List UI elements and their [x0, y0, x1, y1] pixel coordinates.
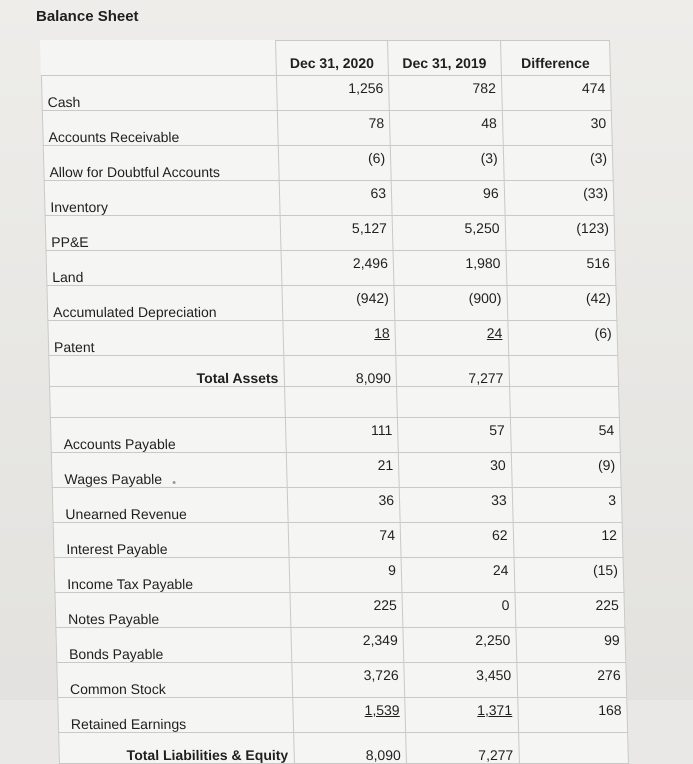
row-label: Allow for Doubtful Accounts	[43, 146, 278, 181]
value-2020: 21	[286, 453, 399, 488]
row-label: Retained Earnings	[58, 698, 293, 733]
row-label-text: Wages Payable	[64, 471, 163, 487]
value-difference: 168	[517, 698, 627, 733]
value-2020-cell	[282, 321, 395, 356]
table-row	[56, 628, 626, 663]
table-row	[46, 251, 616, 286]
value-2019: (3)	[390, 146, 503, 181]
value-difference: (6)	[507, 321, 617, 356]
spacer-cell	[509, 387, 619, 418]
pen-mark	[172, 481, 175, 484]
header-dec-2019: Dec 31, 2019	[388, 41, 501, 76]
value-difference: (3)	[503, 146, 613, 181]
value-2020: 2,349	[290, 628, 403, 663]
value-2020: (6)	[278, 146, 391, 181]
value-2019: 0	[402, 593, 515, 628]
value-difference: 225	[515, 593, 625, 628]
row-label: Bonds Payable	[56, 628, 291, 663]
value-difference: 54	[510, 418, 620, 453]
value-2019: 96	[391, 181, 504, 216]
value-2019-cell	[405, 698, 518, 733]
row-label: Notes Payable	[55, 593, 290, 628]
total-assets-row	[49, 356, 619, 387]
table-row	[54, 558, 624, 593]
value-2020: 18	[373, 325, 390, 341]
table-row	[53, 523, 623, 558]
page-title: Balance Sheet	[36, 8, 139, 25]
value-2020-cell	[292, 698, 405, 733]
table-row	[41, 76, 611, 111]
value-2019: 1,371	[476, 702, 513, 718]
table-row	[45, 216, 615, 251]
value-difference: 516	[506, 251, 616, 286]
value-2019: 33	[399, 488, 512, 523]
value-2020: 1,539	[364, 702, 400, 718]
value-2020: 63	[279, 181, 392, 216]
total-assets-2019: 7,277	[396, 356, 509, 387]
value-2019: 1,980	[393, 251, 506, 286]
value-2019: 2,250	[403, 628, 516, 663]
row-label: Income Tax Payable	[54, 558, 289, 593]
value-2020: 225	[289, 593, 402, 628]
value-difference: (123)	[505, 216, 615, 251]
row-label: Land	[46, 251, 281, 286]
value-2020: 3,726	[291, 663, 404, 698]
row-label: Cash	[41, 76, 276, 111]
table-row	[55, 593, 625, 628]
value-difference: 99	[515, 628, 625, 663]
total-assets-label: Total Assets	[49, 356, 284, 387]
value-2020: 78	[277, 111, 390, 146]
value-2019: 30	[398, 453, 511, 488]
value-difference: (33)	[504, 181, 614, 216]
total-liabilities-2019: 7,277	[406, 733, 519, 764]
row-label	[51, 453, 286, 488]
total-liabilities-2020: 8,090	[293, 733, 406, 764]
value-difference: 30	[502, 111, 612, 146]
value-2019: 24	[401, 558, 514, 593]
spacer-cell	[397, 387, 510, 418]
value-2019: 62	[400, 523, 513, 558]
value-2019: 5,250	[392, 216, 505, 251]
value-difference: (9)	[511, 453, 621, 488]
header-difference: Difference	[500, 41, 610, 76]
row-label: PP&E	[45, 216, 280, 251]
value-2020: 36	[287, 488, 400, 523]
row-label: Interest Payable	[53, 523, 288, 558]
header-row	[41, 41, 611, 76]
total-liabilities-label: Total Liabilities & Equity	[59, 733, 294, 764]
spacer-cell	[50, 387, 285, 418]
value-2019: 782	[388, 76, 501, 111]
row-label: Inventory	[44, 181, 279, 216]
row-label: Common Stock	[57, 663, 292, 698]
value-2019: 24	[486, 325, 503, 341]
table-row	[52, 488, 622, 523]
table-row	[42, 111, 612, 146]
table-row	[51, 453, 621, 488]
total-liabilities-difference	[518, 733, 628, 764]
header-empty-cell	[41, 41, 276, 76]
value-2020: 2,496	[281, 251, 394, 286]
value-2019: 48	[389, 111, 502, 146]
total-assets-difference	[508, 356, 618, 387]
value-2019-cell	[395, 321, 508, 356]
value-difference: 3	[512, 488, 622, 523]
table-row	[57, 663, 627, 698]
value-2019: (900)	[394, 286, 507, 321]
value-2020: 9	[289, 558, 402, 593]
spacer-row	[50, 387, 620, 418]
value-difference: (15)	[514, 558, 624, 593]
total-assets-2020: 8,090	[283, 356, 396, 387]
row-label: Accounts Payable	[50, 418, 285, 453]
value-2020: 5,127	[280, 216, 393, 251]
table-row	[48, 321, 618, 356]
table-row	[58, 698, 628, 733]
value-2020: (942)	[281, 286, 394, 321]
value-2020: 111	[285, 418, 398, 453]
row-label: Unearned Revenue	[52, 488, 287, 523]
table-row	[43, 146, 613, 181]
header-dec-2020: Dec 31, 2020	[275, 41, 388, 76]
table-row	[47, 286, 617, 321]
balance-sheet-table	[40, 40, 629, 764]
value-difference: (42)	[507, 286, 617, 321]
row-label: Patent	[48, 321, 283, 356]
table-row	[44, 181, 614, 216]
value-difference: 276	[516, 663, 626, 698]
value-difference: 12	[513, 523, 623, 558]
row-label: Accumulated Depreciation	[47, 286, 282, 321]
spacer-cell	[284, 387, 397, 418]
value-2019: 57	[397, 418, 510, 453]
row-label: Accounts Receivable	[42, 111, 277, 146]
value-2020: 74	[288, 523, 401, 558]
table-row	[50, 418, 620, 453]
value-2020: 1,256	[276, 76, 389, 111]
value-2019: 3,450	[404, 663, 517, 698]
total-liabilities-row	[59, 733, 629, 764]
value-difference: 474	[501, 76, 611, 111]
